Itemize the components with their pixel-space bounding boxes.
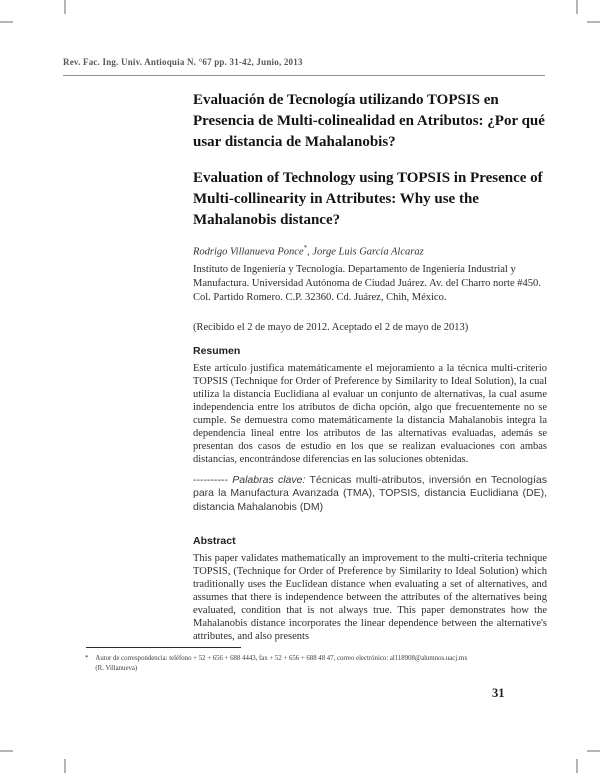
resumen-body: Este artículo justifica matemáticamente el mejoramiento a la técnica multi-criterio TOPSIS (Technique for Order of Preference by Similarity to Ideal Solution), la cual utiliza la distancia Euclidiana al evaluar un conjunto de alternativas, la cual asume independencia entre los atributos de dicha opción, algo que frecuentemente no se cumple. Se demuestra como matemáticamente la distancia Mahalanobis integra la dependencia lineal entre los atributos de las alternativas evaluadas, además se presentan dos casos de estudio en los que se realizan evaluaciones con ambas distancias, encontrándose diferencias en las soluciones obtenidas. — [193, 362, 547, 465]
footnote — [85, 654, 547, 673]
corresponding-author-marker: * — [303, 244, 308, 252]
crop-mark-top-right-horizontal — [587, 21, 600, 23]
crop-mark-bottom-left-vertical — [64, 759, 66, 773]
footnote-line-1: Autor de correspondencia: teléfono + 52 + 656 + 688 4443, fax + 52 + 656 + 688 48 47, correo electrónico: al118908@alumnos.uacj.mx — [95, 655, 468, 662]
abstract-heading: Abstract — [193, 535, 236, 547]
journal-header: Rev. Fac. Ing. Univ. Antioquia N. °67 pp. 31-42, Junio, 2013 — [63, 57, 303, 67]
paper-title-english: Evaluation of Technology using TOPSIS in Presence of Multi-collinearity in Attributes: Why use the Mahalanobis distance? — [193, 170, 543, 228]
affiliation: Instituto de Ingeniería y Tecnología. Departamento de Ingeniería Industrial y Manufactura. Universidad Autónoma de Ciudad Juárez. Av. del Charro norte #450. Col. Partido Romero. C.P. 32360. Cd. Juárez, Chih, México. — [193, 263, 541, 303]
article-column — [193, 90, 547, 643]
author-name-2: , Jorge Luis García Alcaraz — [307, 246, 424, 258]
crop-mark-top-left-horizontal — [0, 21, 13, 23]
header-rule — [63, 75, 545, 76]
received-accepted-dates: (Recibido el 2 de mayo de 2012. Aceptado el 2 de mayo de 2013) — [193, 321, 469, 333]
author-name-1: Rodrigo Villanueva Ponce — [193, 246, 304, 258]
footnote-rule — [86, 647, 241, 648]
footnote-line-2: (R. Villanueva) — [95, 664, 138, 672]
crop-mark-bottom-left-horizontal — [0, 750, 13, 752]
resumen-heading: Resumen — [193, 344, 241, 357]
footnote-text — [95, 654, 467, 673]
keywords-text: Técnicas multi-atributos, inversión en Tecnologías para la Manufactura Avanzada (TMA), TOPSIS, distancia Euclidiana (DE), distancia Mahalanobis (DM) — [193, 473, 548, 513]
keywords-line — [193, 474, 547, 515]
keywords-dashes: ---------- — [193, 473, 228, 486]
authors-line — [193, 241, 547, 260]
crop-mark-top-left-vertical — [64, 0, 66, 14]
page-number: 31 — [492, 686, 505, 700]
crop-mark-bottom-right-vertical — [576, 759, 578, 773]
paper-title-spanish: Evaluación de Tecnología utilizando TOPSIS en Presencia de Multi-colinealidad en Atributos: ¿Por qué usar distancia de Mahalanobis? — [193, 92, 545, 150]
crop-mark-bottom-right-horizontal — [587, 750, 600, 752]
footnote-marker: * — [85, 655, 89, 662]
abstract-body: This paper validates mathematically an improvement to the multi-criteria technique TOPSIS, (Technique for Order of Preference by Similarity to Ideal Solution) which traditionally uses the Euclidean distance when evaluating a set of alternatives, and assumes that there is independence between the attributes of the alternatives being evaluated, condition that is not always true. This paper demonstrates how the Mahalanobis distance incorporates the linear dependence between the alternative's attributes, and also presents — [193, 553, 547, 642]
crop-mark-top-right-vertical — [576, 0, 578, 14]
keywords-label: Palabras clave: — [232, 473, 306, 486]
